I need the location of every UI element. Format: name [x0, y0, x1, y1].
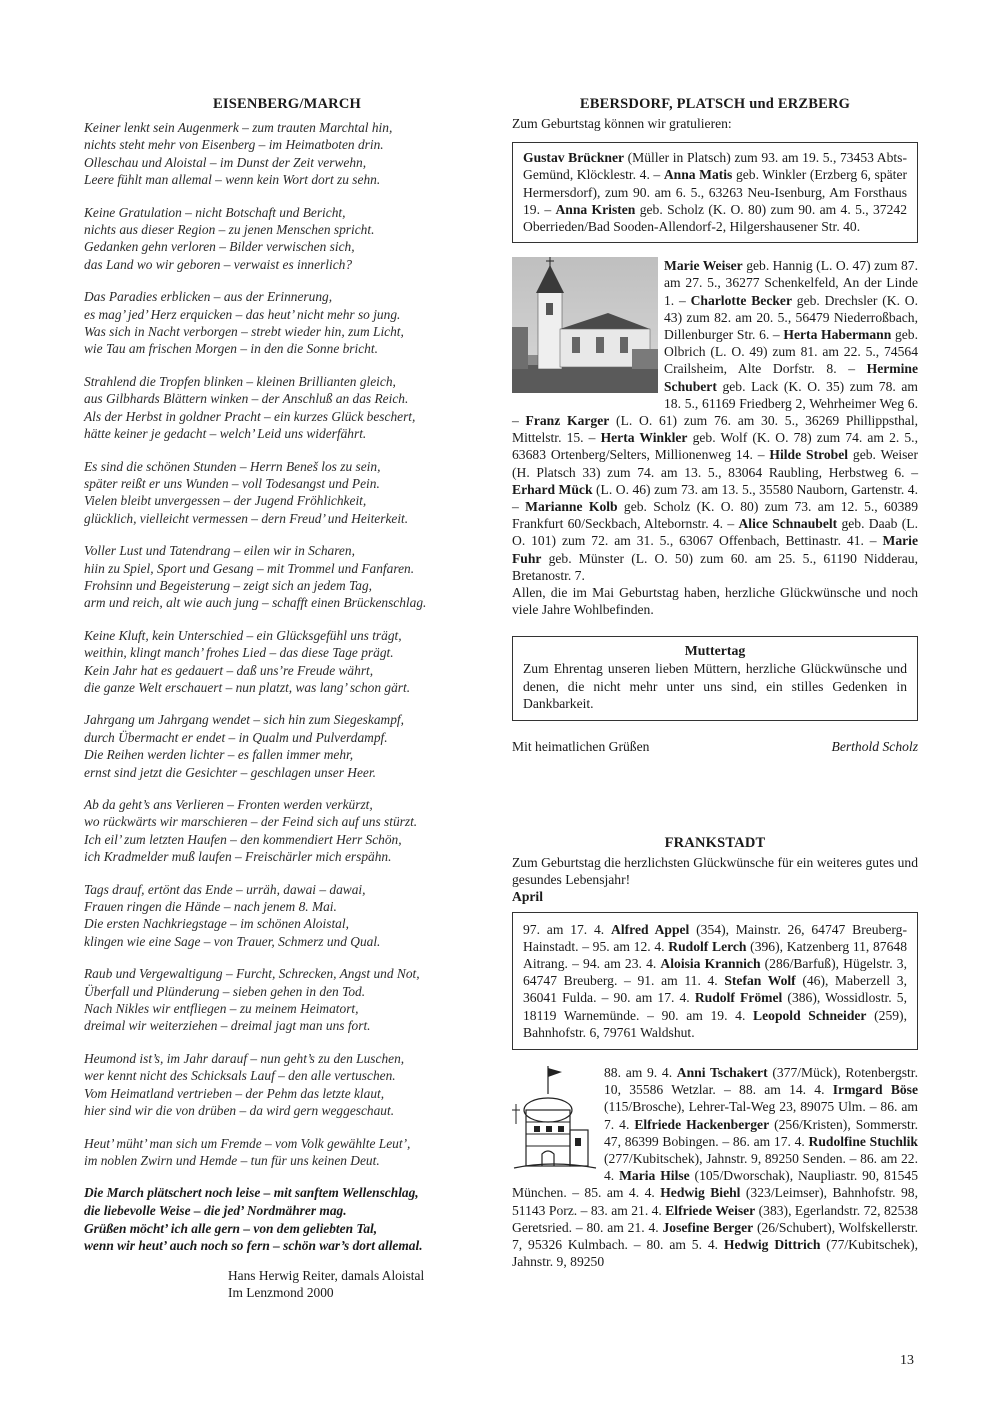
person-name: Alice Schnaubelt	[738, 516, 838, 532]
entry-text: geb. Drechsler (K. O. 43) zum 82. am 20. 5., 56479 Niederroßbach, Dillenburger Str. 6. –	[664, 292, 918, 343]
poem-line: das Land wo wir geboren – verwaist es innerlich?	[84, 256, 353, 272]
poem-line: ich Kradmelder muß laufen – Freischärler mich erspähn.	[84, 849, 392, 865]
person-name: Marie Weiser	[664, 258, 743, 274]
poem-line: glücklich, vielleicht vermessen – dern Freud’ und Heiterkeit.	[84, 510, 409, 526]
entry-text: (323/Leimser), Bahnhofstr. 98, 51143 Porz. – 83. am 21. 4.	[512, 1185, 919, 1218]
poem-line: Raub und Vergewaltigung – Furcht, Schrecken, Angst und Not,	[84, 966, 420, 982]
poem-stanza	[84, 1050, 492, 1120]
frankstadt-heading: FRANKSTADT	[664, 835, 766, 851]
entry-text: geb. Winkler (Erzberg 6, später Hermersdorf), zum 90. am 6. 5., 63263 Neu-Isenburg, Am Forsthaus 19. –	[523, 167, 907, 217]
entry-text: geb. Wolf (K. O. 78) zum 74. am 2. 5., 63683 Ortenberg/Selters, Millionenweg 14. –	[512, 430, 918, 463]
person-name: Aloisia Krannich	[660, 956, 761, 972]
poem-line: Überfall und Plünderung – sieben gehen in den Tod.	[84, 983, 366, 999]
person-name: Anna Matis	[663, 167, 733, 183]
poem-line: Nach Nikles wir entfliegen – zu meinem Heimatort,	[84, 1001, 359, 1017]
poem-heading: EISENBERG/MARCH	[212, 96, 362, 112]
muttertag-text: Zum Ehrentag unseren lieben Müttern, herzliche Glückwünsche und denen, die nicht mehr unter uns sind, ein stilles Gedenken in Dankbarkeit.	[523, 661, 907, 711]
poem-stanza	[84, 711, 492, 781]
person-name: Herta Winkler	[600, 430, 688, 446]
entry-text: (46), Maberzell 3, 36041 Fulda. – 90. am 17. 4.	[523, 973, 907, 1006]
poem-line: Gedanken gehn verloren – Bilder verwischen sich,	[84, 239, 355, 255]
person-name: Herta Habermann	[783, 327, 892, 343]
entry-text: 88. am 9. 4.	[604, 1065, 677, 1081]
church-photo	[512, 257, 658, 405]
poem-column	[82, 96, 492, 1301]
entry-text: (383), Egerlandstr. 72, 82538 Geretsried. – 80. am 21. 4.	[512, 1202, 918, 1235]
poem-stanza	[84, 119, 492, 189]
entry-text: (377/Mück), Rotenbergstr. 10, 35586 Wetzlar. – 88. am 14. 4.	[604, 1065, 918, 1098]
poem-line: Die March plätschert noch leise – mit sanftem Wellenschlag,	[84, 1185, 419, 1201]
entry-text: geb. Scholz (K. O. 80) zum 90. am 4. 5., 37242 Oberrieden/Bad Sooden-Allendorf-2, Hilgershausener Str. 40.	[523, 201, 907, 235]
entry-text: (77/Kubitschek), Jahnstr. 9, 89250	[512, 1237, 918, 1270]
poem-stanza	[84, 542, 492, 612]
muttertag-title: Muttertag	[684, 643, 746, 659]
person-name: Leopold Schneider	[753, 1007, 867, 1023]
entry-text: (256/Kristen), Sommerstr. 47, 86399 Bobingen. – 86. am 17. 4.	[604, 1116, 919, 1149]
poem-line: Ich eil’ zum letzten Haufen – den kommendiert Herr Schön,	[84, 831, 402, 847]
poem-line: nichts aus dieser Region – zu jenen Menschen spricht.	[84, 222, 375, 238]
poem-stanza	[84, 1135, 492, 1170]
poem-line: wo rückwärts wir marschieren – der Feind sich auf uns stürzt.	[84, 814, 418, 830]
person-name: Rudolf Lerch	[668, 938, 747, 954]
entry-text: (396), Katzenberg 11, 87648 Aitrang. – 94. am 23. 4.	[523, 938, 907, 972]
person-name: Elfriede Hackenberger	[634, 1116, 770, 1132]
frankstadt-main	[512, 1064, 918, 1270]
poem-line: wie Tau am frischen Morgen – in den die Sonne bricht.	[84, 341, 378, 357]
poem-signature	[228, 1267, 492, 1301]
frankstadt-birthday-box	[512, 912, 918, 1050]
ebersdorf-birthday-box	[512, 142, 918, 243]
poem-line: wer kennt nicht des Schicksals Lauf – den alle vertuschen.	[84, 1068, 396, 1084]
person-name: Hermine Schubert	[664, 361, 918, 394]
poem-stanza	[84, 204, 492, 274]
poem-line: Grüßen möcht’ ich alle gern – von dem geliebten Tal,	[84, 1220, 378, 1236]
poem-line: aus Gilbhards Blättern winken – der Anschluß an das Reich.	[84, 391, 409, 407]
poem-line: später reißt er uns Wunden – voll Todesangst und Pein.	[84, 475, 380, 491]
muttertag-box	[512, 636, 918, 721]
poem-line: Keine Kluft, kein Unterschied – ein Glücksgefühl uns trägt,	[84, 627, 402, 643]
poem-line: Frohsinn und Begeisterung – zeigt sich an jedem Tag,	[84, 577, 373, 593]
ebersdorf-closing: Allen, die im Mai Geburtstag haben, herzliche Glückwünsche und noch viele Jahre Wohlbefinden.	[512, 585, 918, 618]
poem-line: Ab da geht’s ans Verlieren – Fronten werden verkürzt,	[84, 797, 373, 812]
entry-text: (L. O. 46) zum 73. am 13. 5., 35580 Nauborn, Gartenstr. 4. –	[512, 481, 918, 515]
person-name: Alfred Appel	[611, 921, 690, 937]
ebersdorf-section	[512, 96, 918, 755]
entry-text: geb. Scholz (K. O. 80) zum 73. am 12. 5., 60389 Frankfurt 60/Seckbach, Altebornstr. 4. –	[512, 499, 918, 532]
person-name: Gustav Brückner	[523, 150, 625, 166]
poem-line: Frauen ringen die Hände – nach jenem 8. Mai.	[84, 899, 337, 915]
poem-stanzas	[82, 119, 492, 1169]
ebersdorf-main	[512, 257, 918, 618]
poem-stanza	[84, 881, 492, 951]
poem-line: ernst sind jetzt die Gesichter – geschlagen unser Heer.	[84, 764, 376, 780]
person-name: Rudolfine Stuchlik	[808, 1133, 918, 1149]
page-number: 13	[900, 1353, 914, 1368]
ebersdorf-intro: Zum Geburtstag können wir gratulieren:	[512, 116, 732, 131]
person-name: Elfriede Weiser	[665, 1202, 756, 1218]
entry-text: geb. Lack (K. O. 35) zum 78. am 18. 5., 61169 Friedberg 2, Wehrheimer Weg 6. –	[512, 378, 918, 429]
person-name: Erhard Mück	[512, 481, 593, 497]
person-name: Irmgard Böse	[832, 1082, 919, 1098]
frankstadt-month: April	[512, 889, 543, 905]
poem-line: Heumond ist’s, im Jahr darauf – nun geht’s zu den Luschen,	[84, 1050, 405, 1066]
poem-line: hier sind wir die von drüben – da wird gern weggeschaut.	[84, 1103, 395, 1119]
poem-line: Olleschau und Aloistal – im Dunst der Zeit verwehn,	[84, 154, 367, 170]
person-name: Hedwig Biehl	[660, 1185, 741, 1201]
poem-line: Das Paradies erblicken – aus der Erinnerung,	[84, 289, 333, 305]
entry-text: (259), Bahnhofstr. 6, 79761 Waldshut.	[523, 1007, 907, 1040]
person-name: Hedwig Dittrich	[723, 1237, 821, 1253]
ebersdorf-heading: EBERSDORF, PLATSCH und ERZBERG	[579, 96, 851, 112]
poem-line: Heut’ müht’ man sich um Fremde – vom Volk gewählte Leut’,	[84, 1135, 411, 1151]
entry-text: (Müller in Platsch) zum 93. am 19. 5., 73453 Abts-Gemünd, Klöcklestr. 4. –	[523, 150, 907, 183]
entry-text: (L. O. 61) zum 76. am 30. 5., 36269 Phillippsthal, Mittelstr. 15. –	[512, 413, 918, 446]
entry-text: (277/Kubitschek), Jahnstr. 9, 89250 Senden. – 86. am 22. 4.	[604, 1151, 918, 1184]
poem-line: Voller Lust und Tatendrang – eilen wir in Scharen,	[84, 543, 355, 559]
entry-text: geb. Hannig (L. O. 47) zum 87. am 27. 5., 36277 Schenkelfeld, An der Linde 1. –	[664, 258, 919, 308]
entry-text: (354), Mainstr. 26, 64747 Breuberg-Hainstadt. – 95. am 12. 4.	[523, 921, 907, 954]
entry-text: 97. am 17. 4.	[523, 921, 612, 937]
person-name: Marianne Kolb	[525, 499, 618, 515]
poem-line: Tags drauf, ertönt das Ende – urräh, dawai – dawai,	[84, 881, 366, 897]
poem-line: durch Übermacht er endet – in Qualm und Pulverdampf.	[84, 729, 388, 745]
person-name: Stefan Wolf	[724, 973, 796, 989]
poem-line: Vom Heimatland vertrieben – der Pehm das letzte klaut,	[84, 1085, 385, 1101]
entry-text: geb. Münster (L. O. 50) zum 60. am 25. 5., 61190 Nidderau, Bretanostr. 7.	[512, 550, 918, 583]
poem-line: die ganze Welt erschauert – nun platzt, was lang’ schon gärt.	[84, 679, 411, 695]
frankstadt-section	[512, 835, 918, 1270]
person-name: Hilde Strobel	[769, 447, 849, 463]
entry-text: (286/Barfuß), Hügelstr. 3, 64747 Breuberg. – 91. am 11. 4.	[523, 956, 907, 989]
poem-line: nichts steht mehr von Eisenberg – im Heimatboten drin.	[84, 137, 384, 153]
entry-text: geb. Daab (L. O. 101) zum 72. am 31. 5., 63067 Offenbach, Bettinastr. 41. –	[512, 516, 918, 549]
poem-line: Die Reihen werden lichter – es fallen immer mehr,	[84, 747, 354, 763]
poem-line: es mag’ jed’ Herz erquicken – das heut’ nicht mehr so jung.	[84, 306, 401, 322]
person-name: Josefine Berger	[662, 1219, 754, 1235]
poem-line: Die ersten Nachkriegstage – im schönen Aloistal,	[84, 916, 349, 932]
ebersdorf-author: Berthold Scholz	[831, 739, 918, 755]
poem-date: Im Lenzmond 2000	[228, 1284, 334, 1300]
poem-line: dreimal wir weiterziehen – dreimal jagt man uns fort.	[84, 1018, 371, 1034]
poem-line: Jahrgang um Jahrgang wendet – sich hin zum Siegeskampf,	[84, 712, 404, 728]
greeting: Mit heimatlichen Grüßen	[512, 739, 650, 755]
poem-line: arm und reich, alt wie auch jung – schafft einen Brückenschlag.	[84, 595, 427, 611]
poem-author: Hans Herwig Reiter, damals Aloistal	[228, 1267, 425, 1283]
entry-text: (26/Schubert), Wolfskellerstr. 7, 95326 Kulmbach. – 80. am 5. 4.	[512, 1219, 918, 1253]
poem-line: klingen wie eine Sage – von Trauer, Schmerz und Qual.	[84, 933, 381, 949]
poem-line: Was sich in Nacht verborgen – strebt wieder hin, zum Licht,	[84, 324, 404, 340]
ebersdorf-signoff	[512, 739, 918, 755]
entry-text: geb. Olbrich (L. O. 49) zum 81. am 22. 5., 74564 Crailsheim, Alte Dorfstr. 8. –	[664, 327, 918, 377]
poem-line: die liebevolle Weise – die jed’ Nordmährer mag.	[84, 1202, 347, 1218]
entry-text: geb. Weiser (H. Platsch 33) zum 74. am 13. 5., 83064 Raubling, Herbstweg 6. –	[512, 447, 918, 480]
poem-stanza	[84, 627, 492, 697]
poem-stanza	[84, 796, 492, 866]
poem-line: Vielen bleibt unvergessen – der Jugend Fröhlichkeit,	[84, 493, 367, 509]
person-name: Anna Kristen	[555, 201, 636, 217]
person-name: Maria Hilse	[619, 1168, 690, 1184]
entry-text: (105/Dworschak), Naupliastr. 90, 81545 München. – 85. am 4. 4.	[512, 1168, 919, 1201]
poem-final-stanza	[84, 1184, 492, 1254]
poem-line: Strahlend die Tropfen blinken – kleinen Brillianten gleich,	[84, 373, 396, 389]
castle-emblem	[512, 1064, 598, 1182]
entry-text: (115/Brosche), Lehrer-Tal-Weg 23, 89075 Ulm. – 86. am 7. 4.	[604, 1099, 918, 1132]
poem-line: hätte keiner je gedacht – welch’ Leid uns widerfährt.	[84, 426, 367, 442]
poem-line: im noblen Zwirn und Hemde – tun für uns keinen Deut.	[84, 1152, 380, 1168]
poem-line: wenn wir heut’ auch noch so fern – schön war’s dort allemal.	[84, 1238, 423, 1254]
poem-line: hiin zu Spiel, Sport und Gesang – mit Trommel und Fanfaren.	[84, 560, 415, 576]
person-name: Rudolf Frömel	[694, 990, 783, 1006]
poem-line: Kein Jahr hat es gedauert – daß uns’re Freude währt,	[84, 662, 374, 678]
poem-line: Keiner lenkt sein Augenmerk – zum trauten Marchtal hin,	[84, 120, 393, 135]
person-name: Franz Karger	[525, 413, 610, 429]
poem-stanza	[84, 965, 492, 1035]
frankstadt-intro: Zum Geburtstag die herzlichsten Glückwünsche für ein weiteres gutes und gesundes Lebensjahr!	[512, 855, 918, 888]
poem-stanza	[84, 373, 492, 443]
poem-line: Leere fühlt man allemal – wenn kein Wort dort zu sehn.	[84, 172, 381, 188]
poem-line: Keine Gratulation – nicht Botschaft und Bericht,	[84, 204, 346, 220]
person-name: Marie Fuhr	[512, 533, 918, 566]
poem-line: Als der Herbst in goldner Pracht – ein kurzes Glück beschert,	[84, 408, 416, 424]
poem-stanza	[84, 288, 492, 358]
poem-stanza	[84, 458, 492, 528]
poem-line: weithin, klingt manch’ frohes Lied – das diese Tage prägt.	[84, 645, 394, 661]
person-name: Anni Tschakert	[676, 1065, 768, 1081]
poem-line: Es sind die schönen Stunden – Herrn Beneš los zu sein,	[84, 458, 381, 474]
entry-text: (386), Wossidlostr. 5, 18119 Warnemünde. – 90. am 19. 4.	[523, 990, 907, 1023]
person-name: Charlotte Becker	[690, 292, 792, 308]
